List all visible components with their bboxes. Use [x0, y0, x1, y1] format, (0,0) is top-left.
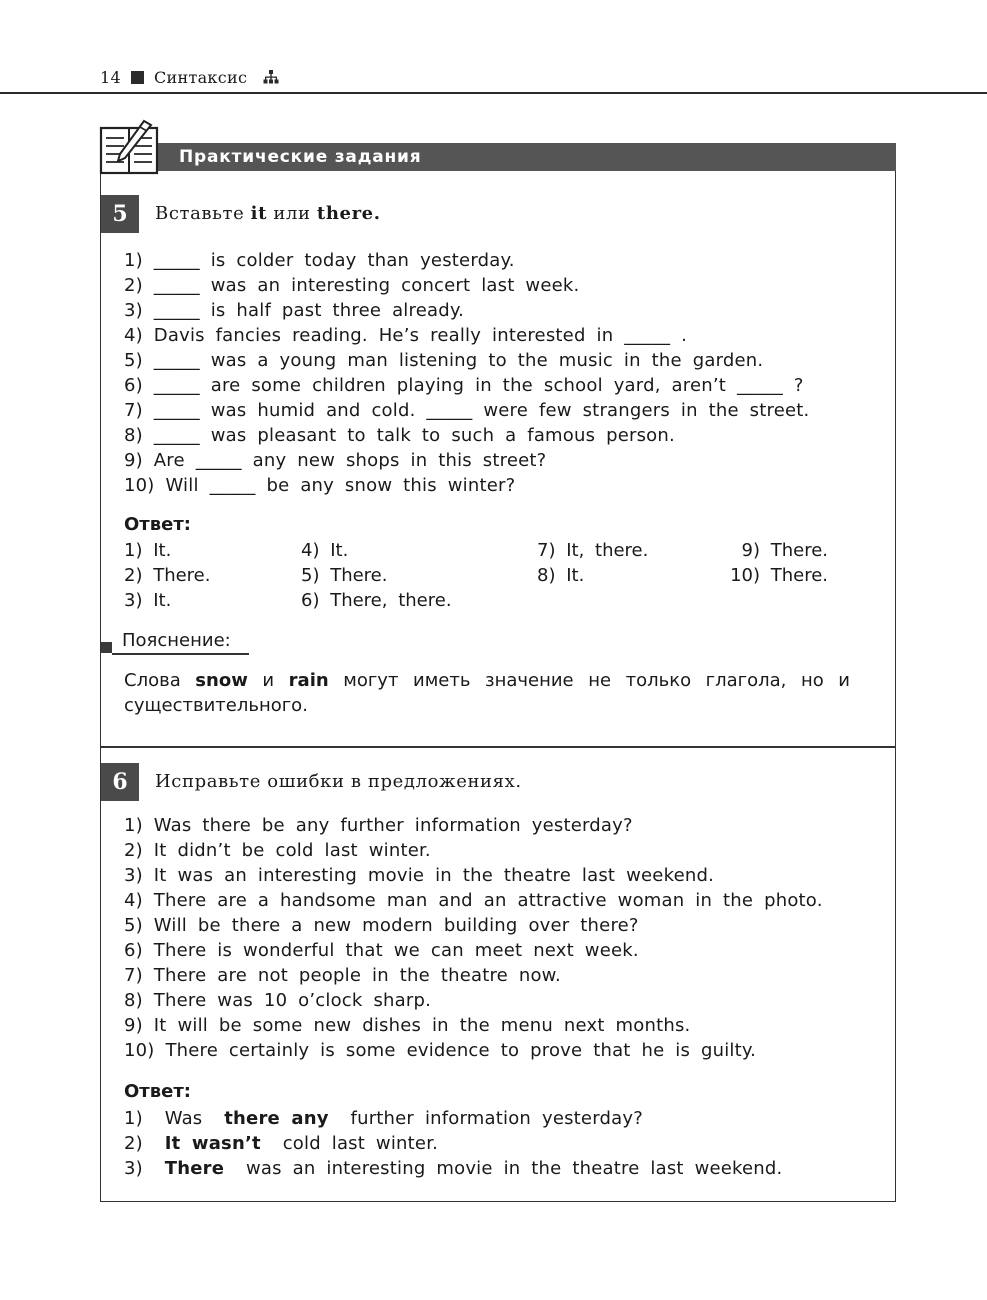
- list-item: 5) Will be there a new modern building over there?: [124, 915, 639, 936]
- list-item: 2) _____ was an interesting concert last week.: [124, 275, 580, 296]
- task-6-number: 6: [101, 763, 139, 801]
- task-6-title: Исправьте ошибки в предложениях.: [155, 771, 522, 792]
- list-item: 3) _____ is half past three already.: [124, 300, 465, 321]
- answer-item: 6) There, there.: [301, 590, 452, 611]
- answer-item: 10) There.: [730, 565, 828, 586]
- answer-item: 3) There was an interesting movie in the theatre last weekend.: [124, 1158, 783, 1179]
- list-item: 5) _____ was a young man listening to the music in the garden.: [124, 350, 764, 371]
- list-item: 10) There certainly is some evidence to prove that he is guilty.: [124, 1040, 757, 1061]
- task-5-items: [124, 248, 809, 498]
- banner-title: Практические задания: [179, 147, 422, 167]
- answer-item: 2) It wasn’t cold last winter.: [124, 1133, 439, 1154]
- task-5-answer-label: Ответ:: [124, 514, 191, 535]
- explanation-text: Слова snow и rain могут иметь значение не только глагола, но и существительного.: [124, 670, 850, 716]
- list-item: 4) There are a handsome man and an attractive woman in the photo.: [124, 890, 823, 911]
- task-5-title: Вставьте it или there.: [155, 203, 381, 224]
- task-5-number: 5: [101, 195, 139, 233]
- list-item: 3) It was an interesting movie in the theatre last weekend.: [124, 865, 714, 886]
- running-header: [100, 66, 279, 88]
- list-item: 1) _____ is colder today than yesterday.: [124, 250, 515, 271]
- answer-item: 4) It.: [301, 540, 349, 561]
- list-item: 8) _____ was pleasant to talk to such a famous person.: [124, 425, 675, 446]
- task-6-answer-label: Ответ:: [124, 1081, 191, 1102]
- header-rule: [0, 92, 987, 94]
- square-marker-icon: [101, 642, 112, 653]
- section-divider: [100, 746, 896, 748]
- list-item: 6) There is wonderful that we can meet next week.: [124, 940, 639, 961]
- explanation-underline: [112, 653, 249, 655]
- list-item: 9) It will be some new dishes in the menu next months.: [124, 1015, 691, 1036]
- answer-item: 7) It, there.: [537, 540, 649, 561]
- notebook-pencil-icon: [98, 118, 162, 176]
- answer-item: 9) There.: [741, 540, 828, 561]
- answer-item: 5) There.: [301, 565, 388, 586]
- list-item: 4) Davis fancies reading. He’s really interested in _____ .: [124, 325, 688, 346]
- list-item: 9) Are _____ any new shops in this street?: [124, 450, 547, 471]
- task-5-answers-col3: [537, 538, 648, 588]
- hierarchy-icon: [263, 70, 279, 84]
- task-6-answers: [124, 1106, 782, 1181]
- section-title: Синтаксис: [153, 67, 248, 87]
- explanation-label: Пояснение:: [122, 630, 231, 651]
- task-5-answers-col2: [301, 538, 452, 613]
- list-item: 7) _____ was humid and cold. _____ were few strangers in the street.: [124, 400, 810, 421]
- task-6-items: [124, 813, 823, 1063]
- task-5-answers-col4: [726, 538, 828, 588]
- square-bullet-icon: [131, 71, 144, 84]
- answer-item: 3) It.: [124, 590, 172, 611]
- answer-item: 2) There.: [124, 565, 211, 586]
- task-5-answers-col1: [124, 538, 210, 613]
- answer-item: 1) Was there any further information yesterday?: [124, 1108, 643, 1129]
- list-item: 10) Will _____ be any snow this winter?: [124, 475, 516, 496]
- page-number: 14: [100, 67, 121, 87]
- list-item: 1) Was there be any further information yesterday?: [124, 815, 633, 836]
- list-item: 2) It didn’t be cold last winter.: [124, 840, 431, 861]
- practice-banner: [100, 143, 896, 171]
- explanation-heading: [101, 628, 249, 654]
- list-item: 7) There are not people in the theatre now.: [124, 965, 561, 986]
- list-item: 6) _____ are some children playing in the school yard, aren’t _____ ?: [124, 375, 804, 396]
- list-item: 8) There was 10 o’clock sharp.: [124, 990, 432, 1011]
- answer-item: 1) It.: [124, 540, 172, 561]
- answer-item: 8) It.: [537, 565, 585, 586]
